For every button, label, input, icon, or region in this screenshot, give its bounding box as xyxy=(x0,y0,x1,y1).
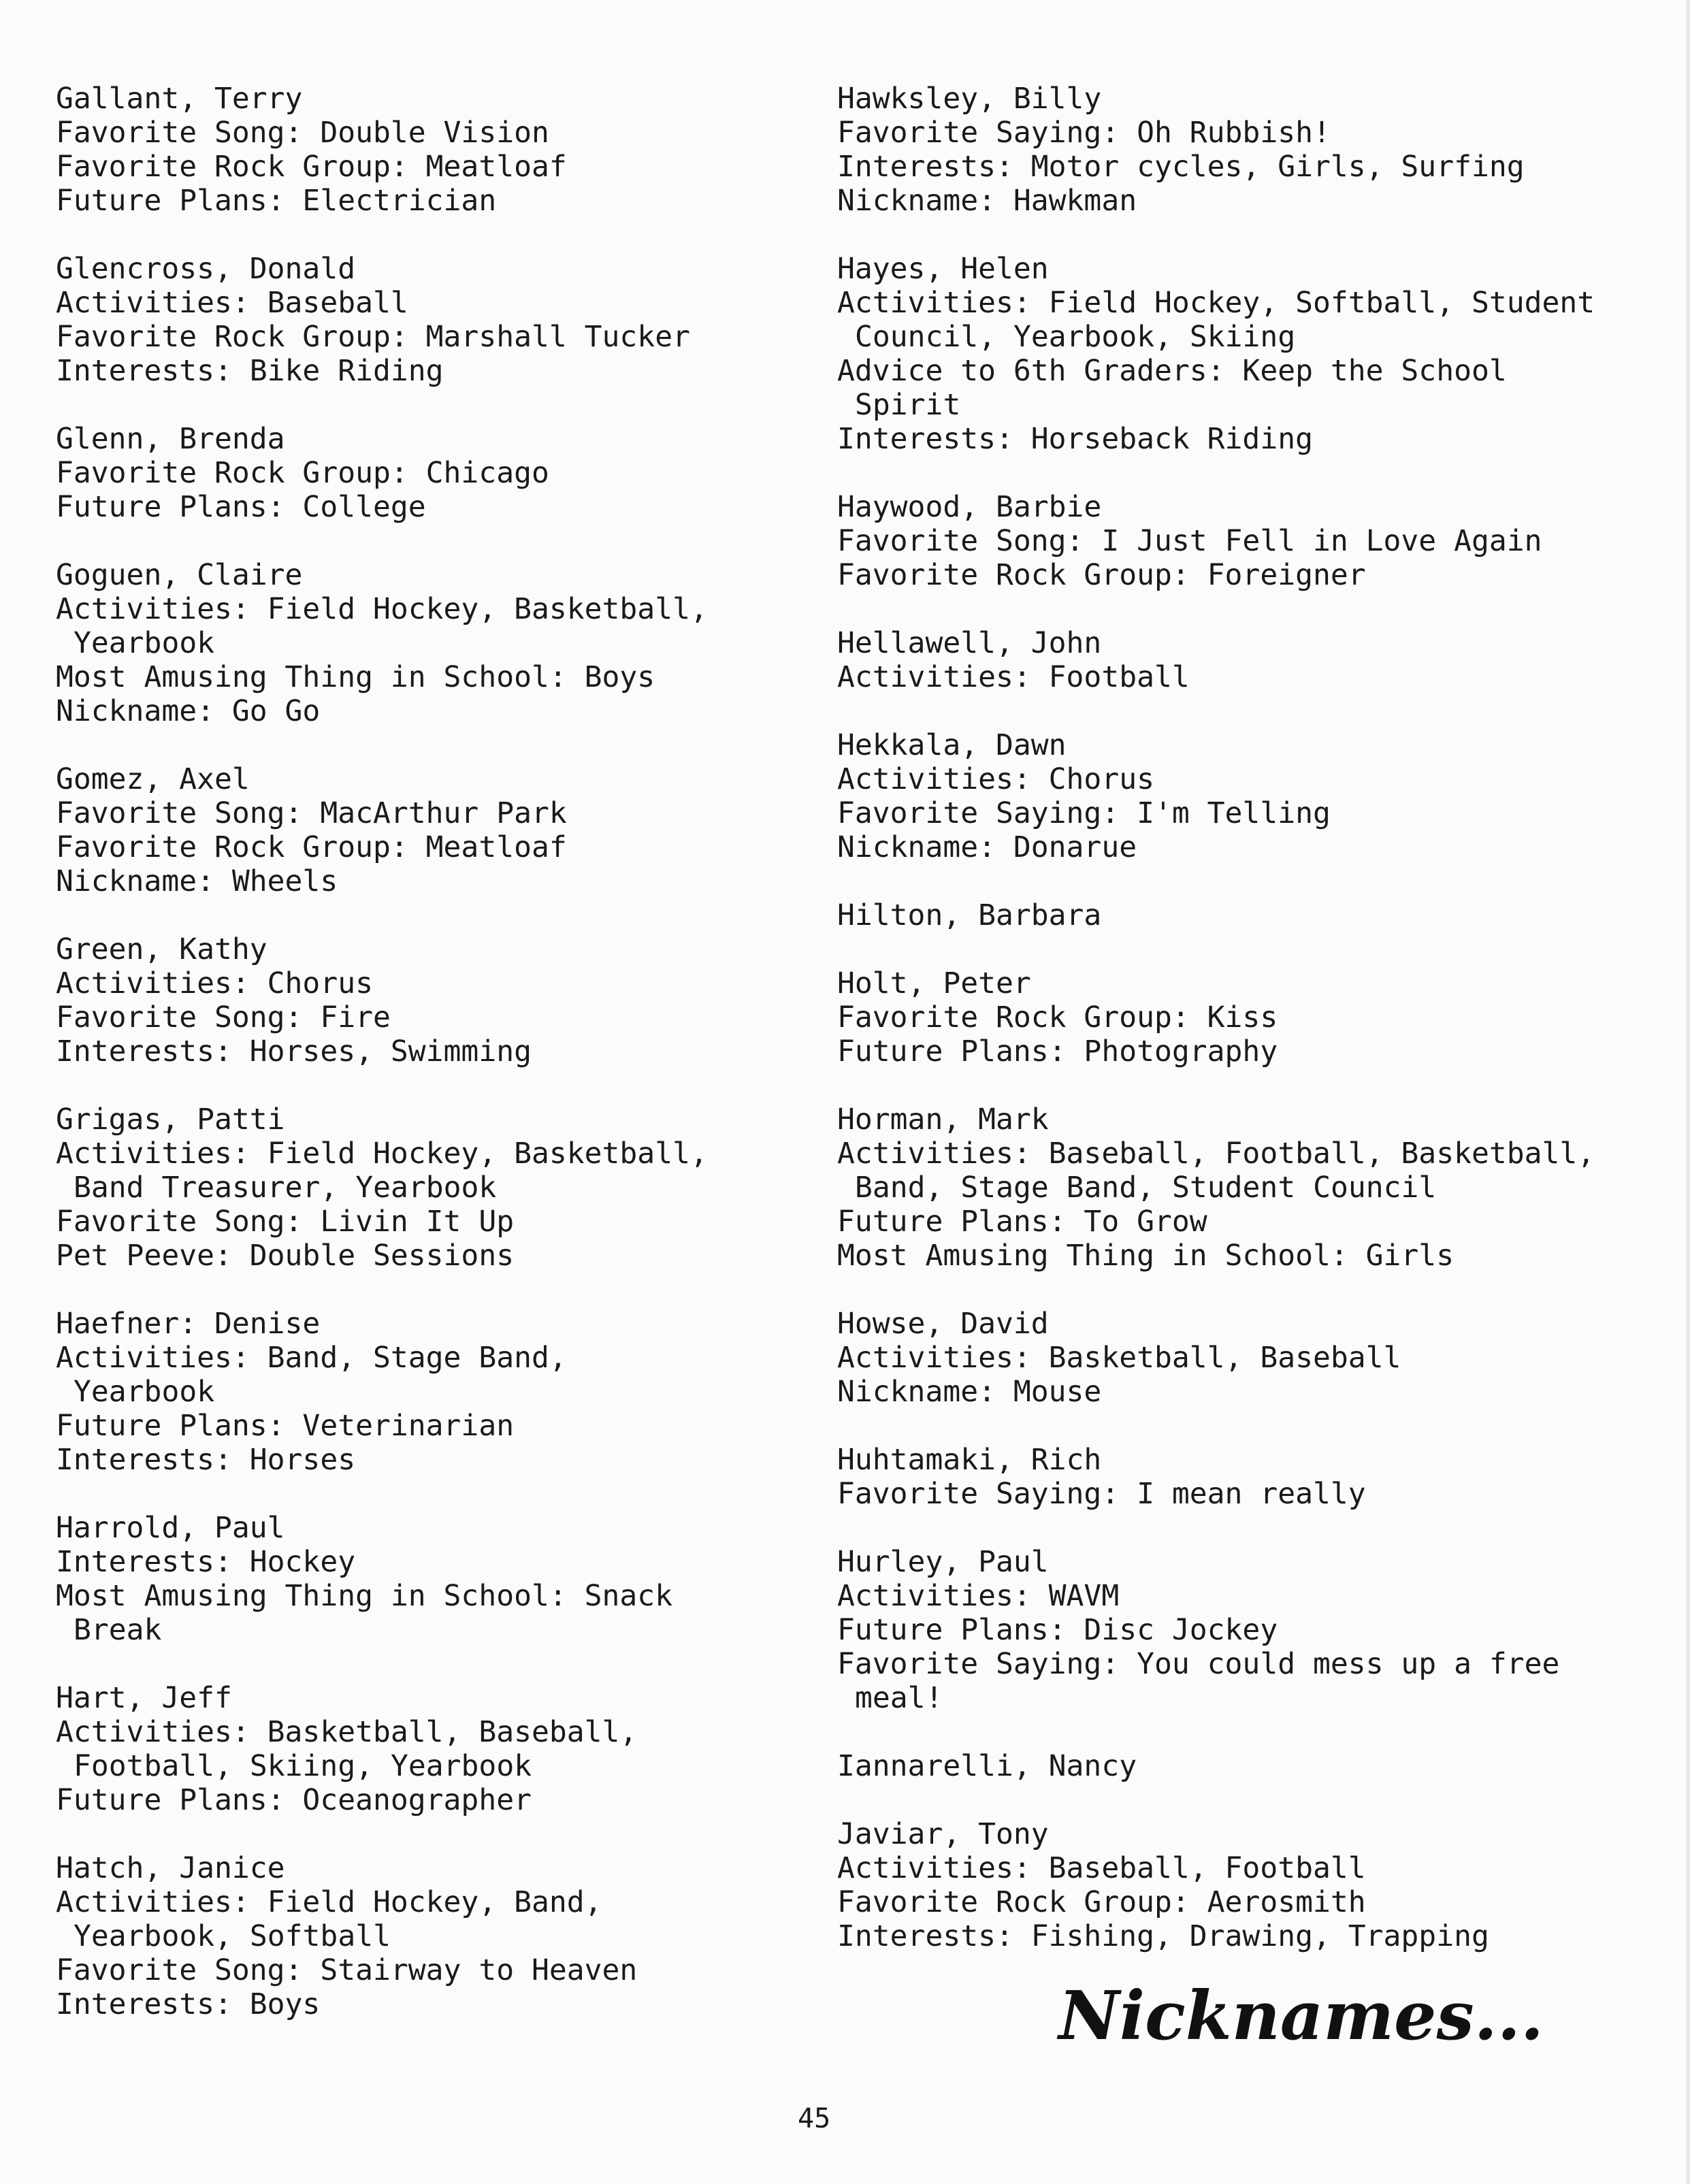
entry-line: Favorite Rock Group: Meatloaf xyxy=(56,150,567,184)
entry-line: Future Plans: Disc Jockey xyxy=(837,1613,1278,1647)
entry-line: Favorite Rock Group: Marshall Tucker xyxy=(56,320,690,354)
entry-line: Interests: Horseback Riding xyxy=(837,422,1313,456)
student-name: Harrold, Paul xyxy=(56,1511,285,1545)
student-name: Grigas, Patti xyxy=(56,1103,285,1137)
student-name: Green, Kathy xyxy=(56,932,267,966)
student-name: Hayes, Helen xyxy=(837,252,1049,286)
student-name: Hellawell, John xyxy=(837,626,1102,660)
student-entry xyxy=(837,82,1620,218)
entry-line: Activities: Chorus xyxy=(56,966,373,1000)
student-name: Hurley, Paul xyxy=(837,1545,1049,1579)
student-entry xyxy=(837,1749,1620,1783)
entry-line: meal! xyxy=(855,1681,943,1715)
entry-line: Favorite Saying: I mean really xyxy=(837,1477,1366,1511)
student-name: Howse, David xyxy=(837,1307,1049,1341)
student-entry xyxy=(56,932,805,1069)
entry-line: Yearbook xyxy=(74,1375,215,1409)
entry-line: Favorite Rock Group: Foreigner xyxy=(837,558,1366,592)
entry-line: Activities: Field Hockey, Basketball, xyxy=(56,1137,708,1171)
entry-line: Future Plans: Photography xyxy=(837,1034,1278,1069)
entry-line: Activities: Baseball, Football xyxy=(837,1851,1366,1885)
student-name: Goguen, Claire xyxy=(56,558,303,592)
student-entry xyxy=(56,762,805,898)
student-name: Holt, Peter xyxy=(837,966,1031,1000)
student-name: Glenn, Brenda xyxy=(56,422,285,456)
student-name: Gomez, Axel xyxy=(56,762,250,796)
student-name: Horman, Mark xyxy=(837,1103,1049,1137)
entry-line: Most Amusing Thing in School: Boys xyxy=(56,660,655,694)
entry-line: Favorite Saying: Oh Rubbish! xyxy=(837,116,1331,150)
entry-line: Interests: Motor cycles, Girls, Surfing xyxy=(837,150,1525,184)
student-entry xyxy=(56,82,805,218)
entry-line: Favorite Saying: I'm Telling xyxy=(837,796,1331,830)
entry-line: Favorite Song: Livin It Up xyxy=(56,1205,515,1239)
student-name: Glencross, Donald xyxy=(56,252,356,286)
entry-line: Activities: Baseball, Football, Basketball, xyxy=(837,1137,1595,1171)
entry-line: Activities: Basketball, Baseball, xyxy=(56,1715,638,1749)
entry-line: Interests: Horses xyxy=(56,1443,356,1477)
entry-line: Future Plans: Oceanographer xyxy=(56,1783,532,1817)
student-name: Haywood, Barbie xyxy=(837,490,1102,524)
entry-line: Advice to 6th Graders: Keep the School xyxy=(837,354,1507,388)
entry-line: Interests: Bike Riding xyxy=(56,354,444,388)
student-entry xyxy=(837,490,1620,592)
entry-line: Activities: Baseball xyxy=(56,286,408,320)
entry-line: Future Plans: To Grow xyxy=(837,1205,1207,1239)
entry-line: Spirit xyxy=(855,388,961,422)
student-entry xyxy=(56,1511,805,1647)
entry-line: Favorite Saying: You could mess up a free xyxy=(837,1647,1560,1681)
section-heading: Nicknames... xyxy=(1058,1977,1544,2055)
entry-line: Interests: Horses, Swimming xyxy=(56,1034,532,1069)
entry-line: Band, Stage Band, Student Council xyxy=(855,1171,1437,1205)
entry-line: Activities: WAVM xyxy=(837,1579,1120,1613)
entry-line: Future Plans: Electrician xyxy=(56,184,497,218)
entry-line: Most Amusing Thing in School: Girls xyxy=(837,1239,1455,1273)
entry-line: Break xyxy=(74,1613,162,1647)
entry-line: Nickname: Hawkman xyxy=(837,184,1137,218)
entry-line: Interests: Fishing, Drawing, Trapping xyxy=(837,1919,1489,1953)
student-entry xyxy=(56,1851,805,2021)
student-name: Hart, Jeff xyxy=(56,1681,232,1715)
student-entry xyxy=(837,252,1620,456)
entry-line: Council, Yearbook, Skiing xyxy=(855,320,1296,354)
entry-line: Favorite Rock Group: Aerosmith xyxy=(837,1885,1366,1919)
entry-line: Favorite Rock Group: Meatloaf xyxy=(56,830,567,864)
entry-line: Nickname: Donarue xyxy=(837,830,1137,864)
student-name: Iannarelli, Nancy xyxy=(837,1749,1137,1783)
page-edge xyxy=(1686,0,1690,2184)
student-entry xyxy=(837,1307,1620,1409)
student-name: Hekkala, Dawn xyxy=(837,728,1067,762)
entry-line: Future Plans: College xyxy=(56,490,426,524)
student-entry xyxy=(56,1103,805,1273)
entry-line: Band Treasurer, Yearbook xyxy=(74,1171,497,1205)
entry-line: Activities: Band, Stage Band, xyxy=(56,1341,567,1375)
student-entry xyxy=(56,558,805,728)
student-name: Haefner: Denise xyxy=(56,1307,321,1341)
left-column xyxy=(56,82,805,2055)
entry-line: Activities: Football xyxy=(837,660,1190,694)
student-entry xyxy=(837,1103,1620,1273)
entry-line: Favorite Song: Stairway to Heaven xyxy=(56,1953,638,1987)
student-name: Hilton, Barbara xyxy=(837,898,1102,932)
right-column xyxy=(837,82,1620,1987)
student-entry xyxy=(837,728,1620,864)
page-number: 45 xyxy=(798,2103,831,2134)
student-name: Gallant, Terry xyxy=(56,82,303,116)
entry-line: Favorite Song: MacArthur Park xyxy=(56,796,567,830)
entry-line: Yearbook, Softball xyxy=(74,1919,391,1953)
entry-line: Favorite Song: I Just Fell in Love Again xyxy=(837,524,1542,558)
entry-line: Activities: Field Hockey, Band, xyxy=(56,1885,602,1919)
student-entry xyxy=(837,1817,1620,1953)
entry-line: Activities: Basketball, Baseball xyxy=(837,1341,1401,1375)
student-name: Javiar, Tony xyxy=(837,1817,1049,1851)
student-entry xyxy=(56,252,805,388)
entry-line: Nickname: Wheels xyxy=(56,864,338,898)
entry-line: Most Amusing Thing in School: Snack xyxy=(56,1579,673,1613)
student-entry xyxy=(56,1681,805,1817)
student-entry xyxy=(837,1443,1620,1511)
entry-line: Activities: Field Hockey, Basketball, xyxy=(56,592,708,626)
student-entry xyxy=(837,626,1620,694)
student-entry xyxy=(837,898,1620,932)
student-entry xyxy=(56,1307,805,1477)
student-entry xyxy=(837,966,1620,1069)
entry-line: Favorite Rock Group: Kiss xyxy=(837,1000,1278,1034)
entry-line: Activities: Chorus xyxy=(837,762,1154,796)
entry-line: Interests: Boys xyxy=(56,1987,321,2021)
entry-line: Interests: Hockey xyxy=(56,1545,356,1579)
entry-line: Favorite Rock Group: Chicago xyxy=(56,456,549,490)
entry-line: Favorite Song: Fire xyxy=(56,1000,391,1034)
entry-line: Activities: Field Hockey, Softball, Student xyxy=(837,286,1595,320)
entry-line: Future Plans: Veterinarian xyxy=(56,1409,515,1443)
student-entry xyxy=(837,1545,1620,1715)
student-name: Hatch, Janice xyxy=(56,1851,285,1885)
student-name: Huhtamaki, Rich xyxy=(837,1443,1102,1477)
entry-line: Pet Peeve: Double Sessions xyxy=(56,1239,515,1273)
entry-line: Favorite Song: Double Vision xyxy=(56,116,549,150)
entry-line: Football, Skiing, Yearbook xyxy=(74,1749,532,1783)
entry-line: Nickname: Mouse xyxy=(837,1375,1102,1409)
student-name: Hawksley, Billy xyxy=(837,82,1102,116)
entry-line: Yearbook xyxy=(74,626,215,660)
student-entry xyxy=(56,422,805,524)
entry-line: Nickname: Go Go xyxy=(56,694,321,728)
